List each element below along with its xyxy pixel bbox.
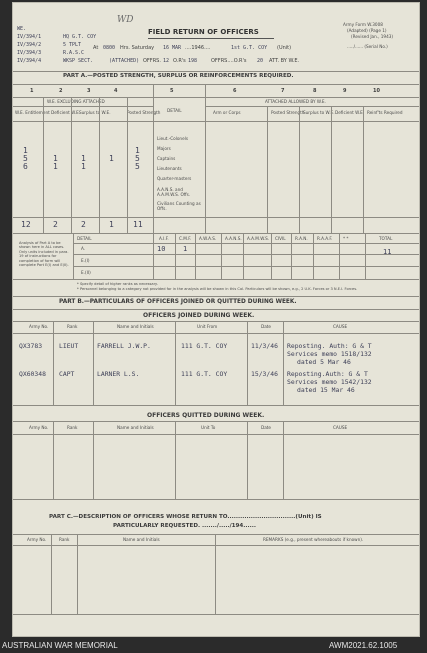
- att-label: ATT. BY W.E.: [269, 58, 300, 64]
- total-col2: 2: [53, 220, 58, 229]
- value-col1: 6: [23, 162, 28, 171]
- analysis-header: R.A.A.F.: [317, 236, 333, 241]
- joined-header: CAUSE: [333, 324, 348, 329]
- col-number: 7: [281, 88, 285, 94]
- rank-label: A.A.N.S. and A.A.M.W.S. Offs.: [157, 187, 191, 198]
- rule: [13, 534, 419, 535]
- header-posted: Posted Strength: [127, 110, 161, 115]
- name: LARNER L.S.: [97, 370, 140, 378]
- rule: [13, 333, 419, 334]
- rule: [13, 71, 419, 72]
- rule: [13, 545, 419, 546]
- unit-line: 5 TPLT: [63, 42, 82, 48]
- rule: [221, 233, 222, 279]
- rule: [247, 421, 248, 499]
- name: FARRELL J.W.P.: [97, 342, 151, 350]
- footer-institution: AUSTRALIAN WAR MEMORIAL: [2, 641, 118, 650]
- analysis-aif-value: 10: [157, 245, 166, 253]
- rank-label: Lieutenants: [157, 166, 182, 171]
- part-c-subtitle: PARTICULARLY REQUESTED. ......./...../194......: [113, 523, 257, 529]
- year-value: ....1946....: [185, 45, 211, 51]
- col-number: 6: [233, 88, 237, 94]
- date: 15/3/46: [251, 370, 278, 378]
- offrs2-label: OFFRS....O.R's: [211, 58, 247, 64]
- analysis-row-label: E.(I): [81, 258, 90, 263]
- col-number: 8: [313, 88, 317, 94]
- part-c-header: Army No.: [27, 537, 47, 542]
- analysis-header: A.A.M.W.S.: [247, 236, 270, 241]
- analysis-header: R.A.N.: [295, 236, 308, 241]
- quitted-header: Rank: [67, 425, 78, 430]
- rule: [43, 97, 44, 233]
- col-number: 10: [373, 88, 380, 94]
- value-col5: 5: [135, 162, 140, 171]
- group-right-header: ATTACHED ALLOWED BY W.E.: [265, 99, 326, 104]
- rank-label: Civilians Counting as Offs.: [157, 201, 201, 212]
- rule: [271, 233, 272, 279]
- form-revised: (Revised Jan., 1943): [351, 34, 394, 39]
- rule: [13, 321, 419, 322]
- value-col1: 5: [23, 154, 28, 163]
- header-reinfts: Reinf'ts Required: [367, 110, 403, 115]
- date: 11/3/46: [251, 342, 278, 350]
- form-adapted: (Adapted) (Page 1): [347, 28, 387, 33]
- form-number: Army Form W.3008: [343, 22, 383, 27]
- total-col3: 2: [81, 220, 86, 229]
- rule: [283, 321, 284, 405]
- joined-header: Army No.: [29, 324, 49, 329]
- value-col1: 1: [23, 146, 28, 155]
- value-col3: 1: [81, 154, 86, 163]
- col-number: 2: [59, 88, 63, 94]
- analysis-header: TOTAL: [379, 236, 393, 241]
- rule: [73, 243, 419, 244]
- rule: [13, 434, 419, 435]
- rule: [153, 233, 154, 279]
- ors-label: O.R's: [173, 58, 186, 64]
- rule: [53, 321, 54, 405]
- rule: [175, 321, 176, 405]
- rule: [13, 405, 419, 406]
- rule: [175, 421, 176, 499]
- joined-title: OFFICERS JOINED DURING WEEK.: [143, 312, 255, 319]
- rule: [53, 421, 54, 499]
- rule: [339, 233, 340, 279]
- rule: [13, 97, 419, 98]
- col-number: 5: [170, 88, 174, 94]
- quitted-header: Name and Initials: [117, 425, 154, 430]
- cause-line: Services memo 1518/132: [287, 350, 372, 358]
- rule: [267, 106, 268, 233]
- quitted-header: Army No.: [29, 425, 49, 430]
- header-deficient: Deficient W.E.: [51, 110, 81, 115]
- rule: [331, 106, 332, 233]
- cause-line: dated 5 Mar 46: [297, 358, 351, 366]
- rank-label: Quarter-masters: [157, 176, 192, 181]
- total-col1: 12: [21, 220, 31, 229]
- analysis-header: * *: [343, 236, 349, 241]
- rule: [175, 233, 176, 279]
- part-c-header: Rank: [59, 537, 70, 542]
- rule: [77, 534, 78, 614]
- group-left-header: W.E. EXCLUDING ATTACHED: [47, 99, 105, 104]
- rule: [299, 106, 300, 233]
- value-col5: 1: [135, 146, 140, 155]
- joined-header: Name and Initials: [117, 324, 154, 329]
- rule: [73, 233, 74, 279]
- analysis-row-label: E.(II): [81, 270, 91, 275]
- analysis-header: A.A.N.S.: [225, 236, 242, 241]
- ref-line: IV/394/2: [17, 42, 42, 48]
- rank-label: Captains: [157, 156, 176, 161]
- rule: [13, 279, 419, 280]
- analysis-header: CIVIL: [275, 236, 286, 241]
- rule: [13, 84, 419, 85]
- joined-header: Rank: [67, 324, 78, 329]
- rule: [205, 106, 419, 107]
- header-arm-corps: Arm or Corps: [213, 110, 241, 115]
- offrs-label: OFFRS.: [143, 58, 161, 64]
- analysis-cmf-value: 1: [183, 245, 188, 253]
- rank: LIEUT: [59, 342, 79, 350]
- ors2-value: 20: [257, 58, 264, 64]
- rule: [153, 84, 154, 233]
- analysis-header: A.I.F.: [159, 236, 169, 241]
- rule: [363, 106, 364, 233]
- header-detail: DETAIL: [167, 108, 182, 113]
- rule: [13, 121, 419, 122]
- quitted-title: OFFICERS QUITTED DURING WEEK.: [147, 412, 265, 419]
- army-no: QX3783: [19, 342, 43, 350]
- part-c-header: REMARKS (e.g., present whereabouts if known).: [263, 537, 364, 542]
- rule: [99, 97, 100, 233]
- hours-label: Hrs. Saturday: [120, 45, 155, 51]
- value-col3: 1: [81, 162, 86, 171]
- footer-accession: AWM2021.62.1005: [329, 641, 398, 650]
- header-deficient-we: Deficient W.E.: [335, 110, 365, 115]
- at-label: At: [93, 45, 99, 51]
- footnote: * Personnel belonging to a category not provided for in the analysis will be shown in this Col. Particulars will be shown, e.g., 2 U.K. Forces or 3 N.E.I. Forces.: [77, 287, 358, 291]
- cause-line: Services memo 1542/132: [287, 378, 372, 386]
- header-we-entitlement: W.E. Entitlement: [15, 110, 50, 115]
- unit-from: 111 G.T. COY: [181, 370, 228, 378]
- rule: [243, 233, 244, 279]
- serial-number: ...../...... (Serial No.): [347, 44, 388, 49]
- value-col5: 5: [135, 154, 140, 163]
- handwritten-stamp: WD: [117, 15, 134, 25]
- rule: [127, 97, 128, 233]
- rule: [365, 233, 366, 279]
- col-number: 1: [30, 88, 34, 94]
- rule: [13, 106, 153, 107]
- part-b-title: PART B.—PARTICULARS OF OFFICERS JOINED OR QUITTED DURING WEEK.: [59, 299, 297, 305]
- total-col4: 1: [109, 220, 114, 229]
- total-col5: 11: [133, 220, 143, 229]
- rank-label: Majors: [157, 146, 171, 151]
- form-sheet: [12, 2, 420, 637]
- footnote: * Specify detail of higher ranks as necessary.: [77, 282, 158, 286]
- quitted-header: Unit To: [201, 425, 216, 430]
- rank-label: Lieut.-Colonels: [157, 136, 188, 141]
- rule: [13, 309, 419, 310]
- ref-line: IV/394/4: [17, 58, 42, 64]
- cause-line: Reposting.Auth: G & T: [287, 370, 368, 378]
- part-c-header: Name and Initials: [123, 537, 160, 542]
- value-col4: 1: [109, 154, 114, 163]
- attached-label: (ATTACHED): [109, 58, 140, 64]
- col-number: 4: [114, 88, 118, 94]
- analysis-header: DETAIL: [77, 236, 92, 241]
- rule: [215, 534, 216, 614]
- rule: [73, 266, 419, 267]
- rule: [71, 97, 72, 233]
- rule: [205, 84, 206, 233]
- rule: [195, 233, 196, 279]
- rule: [93, 421, 94, 499]
- analysis-row-label: A.: [81, 246, 86, 251]
- title-underline: [148, 38, 274, 39]
- rule: [283, 421, 284, 499]
- analysis-header: C.M.F.: [179, 236, 192, 241]
- rule: [73, 254, 419, 255]
- unit-label: (Unit): [277, 45, 292, 51]
- ref-line: IV/394/1: [17, 34, 42, 40]
- rule: [13, 499, 419, 500]
- cause-line: dated 15 Mar 46: [297, 386, 355, 394]
- rule: [13, 217, 419, 218]
- analysis-header: A.W.A.S.: [199, 236, 217, 241]
- ref-line: IV/394/3: [17, 50, 42, 56]
- quitted-header: Date: [261, 425, 272, 430]
- hours-value: 0800: [103, 45, 116, 51]
- rule: [13, 296, 419, 297]
- rule: [13, 421, 419, 422]
- part-a-title: PART A.—POSTED STRENGTH, SURPLUS OR REINFORCEMENTS REQUIRED.: [63, 73, 294, 79]
- quitted-header: CAUSE: [333, 425, 348, 430]
- part-c-title: PART C.—DESCRIPTION OF OFFICERS WHOSE RETURN TO................................(Unit) IS: [49, 514, 322, 520]
- ors-value: 198: [188, 58, 198, 64]
- cause-line: Reposting. Auth: G & T: [287, 342, 372, 350]
- value-col2: 1: [53, 162, 58, 171]
- rule: [291, 233, 292, 279]
- unit-line: HQ G.T. COY: [63, 34, 97, 40]
- col-number: 3: [87, 88, 91, 94]
- rank: CAPT: [59, 370, 75, 378]
- value-col2: 1: [53, 154, 58, 163]
- date-value: 16 MAR: [163, 45, 182, 51]
- form-title: FIELD RETURN OF OFFICERS: [148, 28, 259, 36]
- rule: [247, 321, 248, 405]
- joined-header: Date: [261, 324, 272, 329]
- rule: [313, 233, 314, 279]
- unit-line: WKSP SECT.: [63, 58, 94, 64]
- offrs-value: 12: [163, 58, 170, 64]
- ref-line: WE.: [17, 26, 27, 32]
- col-number: 9: [343, 88, 347, 94]
- header-surplus-we: Surplus to W.E.: [303, 110, 335, 115]
- unit-line: R.A.S.C: [63, 50, 85, 56]
- rule: [93, 321, 94, 405]
- analysis-note: Analysis of Part A to be shown here in ALL cases. Only units included in para. 19 of instructions for completion of form will complete Part E(I) and E(II).: [19, 241, 69, 268]
- analysis-total-value: 11: [383, 248, 392, 256]
- header-posted-strength: Posted Strength: [271, 110, 305, 115]
- header-surplus: Surplus to W.E.: [79, 110, 111, 115]
- unit-from: 111 G.T. COY: [181, 342, 228, 350]
- army-no: QX60348: [19, 370, 46, 378]
- rule: [13, 614, 419, 615]
- joined-header: Unit From: [197, 324, 218, 329]
- rule: [51, 534, 52, 614]
- unit-value: 1st G.T. COY: [231, 45, 268, 51]
